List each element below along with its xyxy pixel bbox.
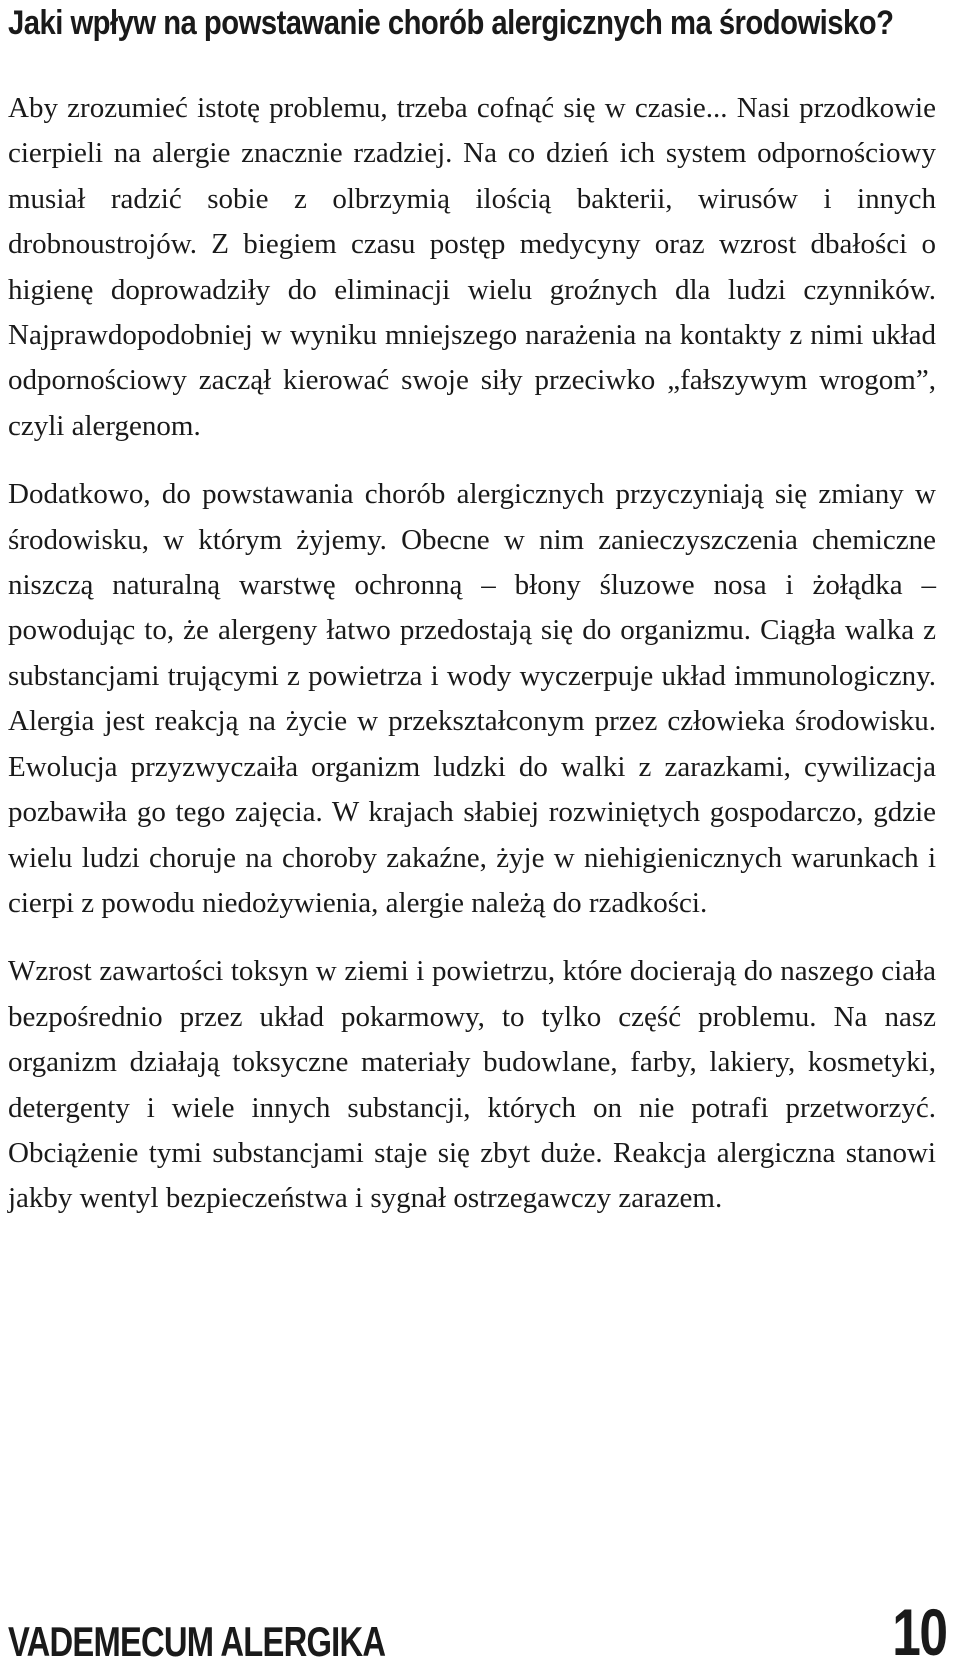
page-footer	[8, 1590, 946, 1670]
section-heading: Jaki wpływ na powstawanie chorób alergicznych ma środowisko?	[8, 4, 894, 42]
paragraph-3: Wzrost zawartości toksyn w ziemi i powietrzu, które docierają do naszego ciała bezpośrednio przez układ pokarmowy, to tylko część problemu. Na nasz organizm działają toksyczne materiały budowlane, farby, lakiery, kosmetyki, detergenty i wiele innych substancji, których on nie potrafi przetworzyć. Obciążenie tymi substancjami staje się zbyt duże. Reakcja alergiczna stanowi jakby wentyl bezpieczeństwa i sygnał ostrzegawczy zarazem.	[8, 955, 936, 1215]
paragraph-2: Dodatkowo, do powstawania chorób alergicznych przyczyniają się zmiany w środowisku, w którym żyjemy. Obecne w nim zanieczyszczenia chemiczne niszczą naturalną warstwę ochronną – błony śluzowe nosa i żołądka – powodując to, że alergeny łatwo przedostają się do organizmu. Ciągła walka z substancjami trującymi z powietrza i wody wyczerpuje układ immunologiczny. Alergia jest reakcją na życie w przekształconym przez człowieka środowisku. Ewolucja przyzwyczaiła organizm ludzki do walki z zarazkami, cywilizacja pozbawiła go tego zajęcia. W krajach słabiej rozwiniętych gospodarczo, gdzie wielu ludzi choruje na choroby zakaźne, żyje w niehigienicznych warunkach i cierpi z powodu niedożywienia, alergie należą do rzadkości.	[8, 478, 936, 919]
page-number: 10	[891, 1595, 946, 1669]
paragraph-1: Aby zrozumieć istotę problemu, trzeba cofnąć się w czasie... Nasi przodkowie cierpieli na alergie znacznie rzadziej. Na co dzień ich system odpornościowy musiał radzić sobie z olbrzymią ilością bakterii, wirusów i innych drobnoustrojów. Z biegiem czasu postęp medycyny oraz wzrost dbałości o higienę doprowadziły do eliminacji wielu groźnych dla ludzi czynników. Najprawdopodobniej w wyniku mniejszego narażenia na kontakty z nimi układ odpornościowy zaczął kierować swoje siły przeciwko „fałszywym wrogom”, czyli alergenom.	[8, 92, 936, 442]
publication-title: VADEMECUM ALERGIKA	[8, 1618, 386, 1665]
document-page	[8, 0, 936, 1245]
body-text	[8, 86, 936, 1222]
